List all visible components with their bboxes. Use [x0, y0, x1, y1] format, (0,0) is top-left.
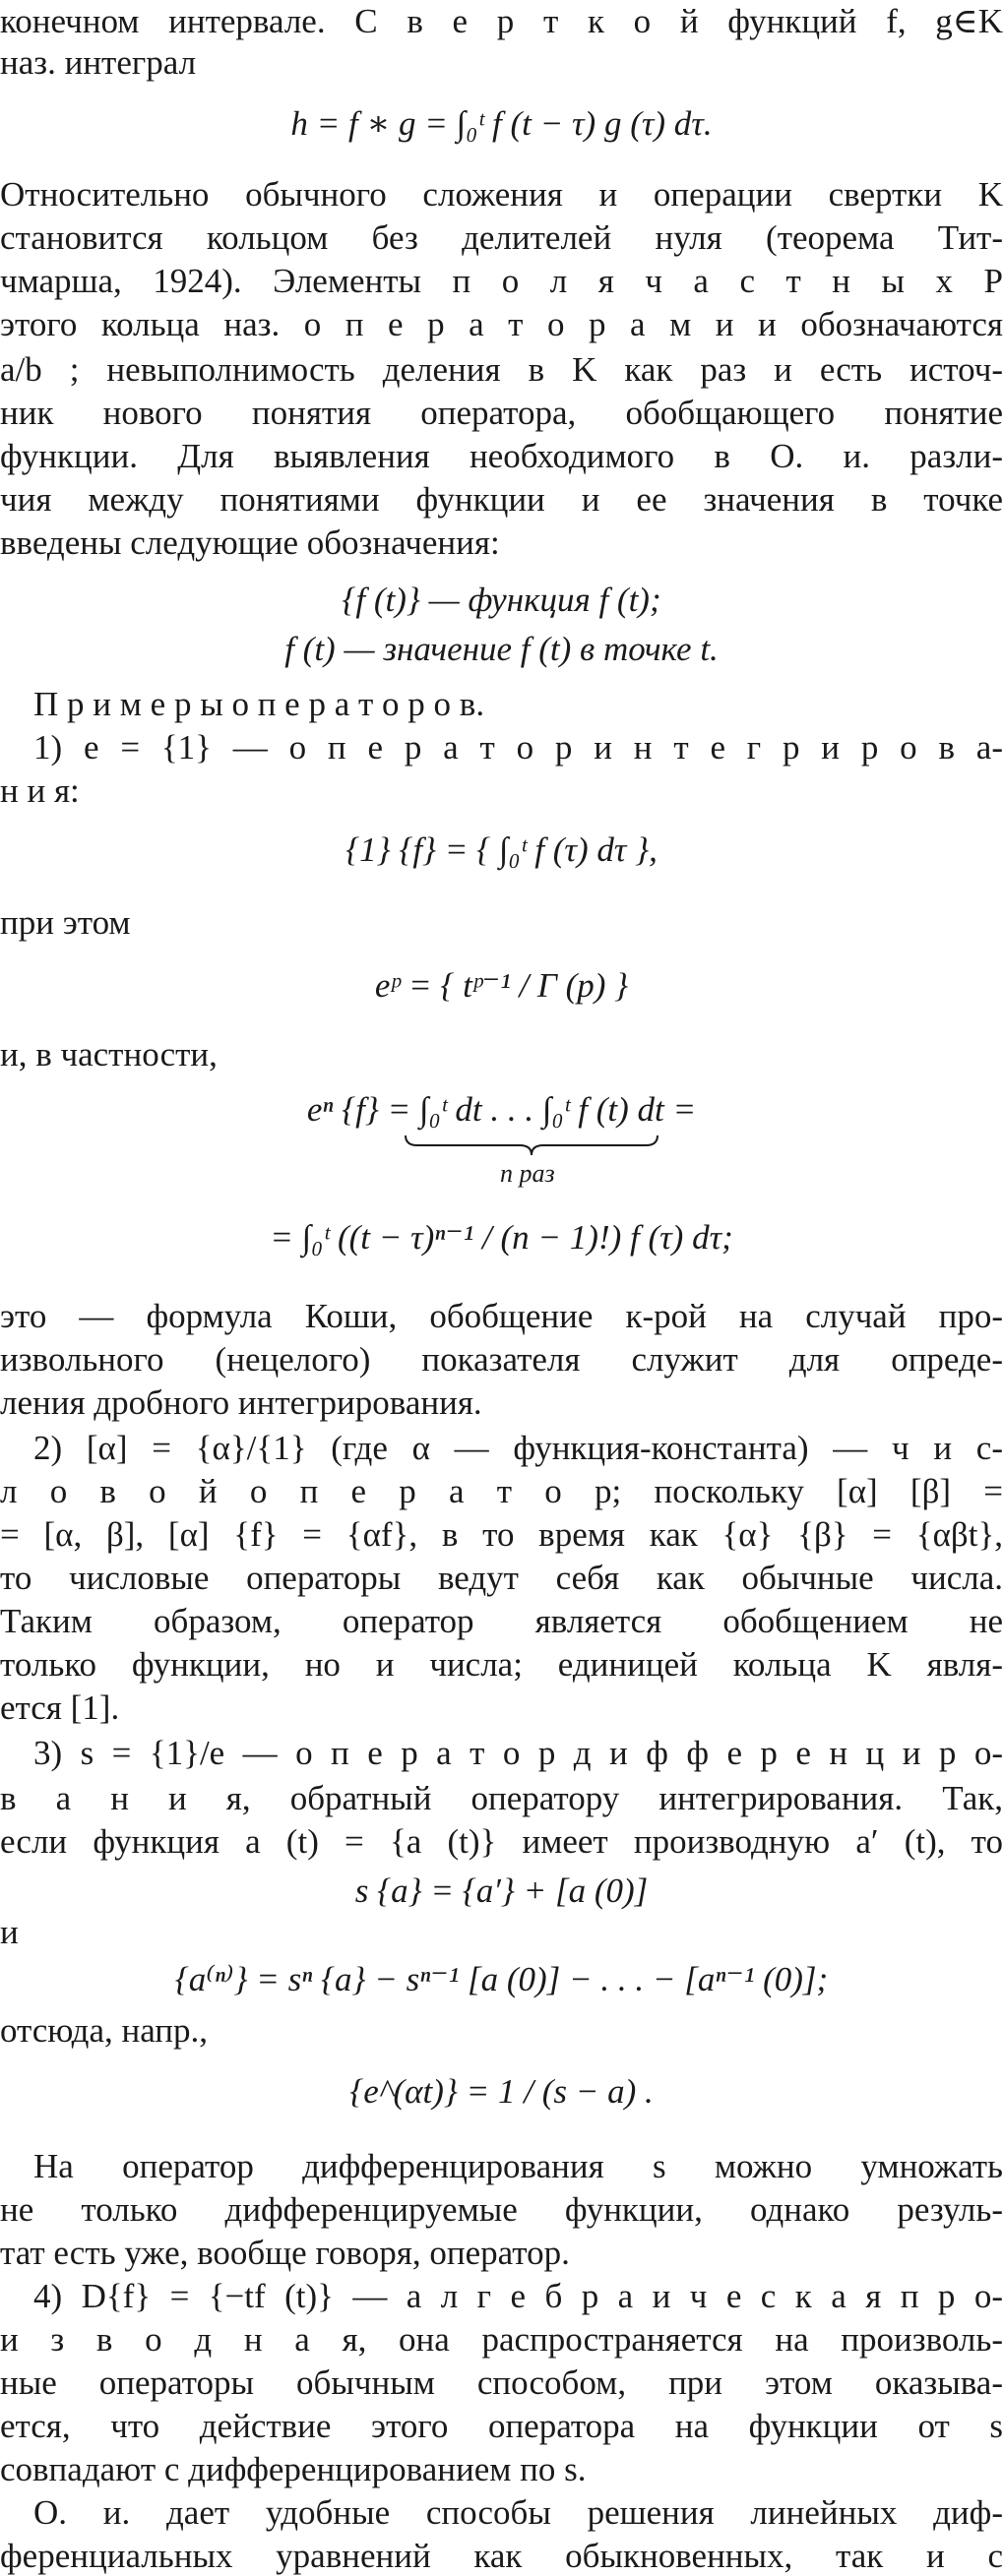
text-line: если функция a (t) = {a (t)} имеет производную a′ (t), то [0, 1822, 1003, 1861]
text-line: и з в о д н а я, она распространяется на произволь- [0, 2320, 1003, 2359]
text-line: извольного (нецелого) показателя служит для опреде- [0, 1340, 1003, 1379]
text-line: это — формула Коши, обобщение к-рой на случай про- [0, 1297, 1003, 1335]
text-line: при этом [0, 903, 131, 942]
text-line: На оператор дифференцирования s можно умножать [33, 2147, 1003, 2185]
formula-line: {e^(αt)} = 1 / (s − a) . [349, 2072, 654, 2111]
formula-line: {1} {f} = { ∫₀ᵗ f (τ) dτ }, [345, 830, 658, 869]
text-line: этого кольца наз. о п е р а т о р а м и и обозначаются [0, 305, 1003, 343]
text-line: П р и м е р ы о п е р а т о р о в. [33, 685, 485, 723]
formula-line: eⁿ {f} = ∫₀ᵗ dt . . . ∫₀ᵗ f (t) dt = [306, 1090, 697, 1129]
text-line: и, в частности, [0, 1035, 218, 1073]
text-line: 4) D{f} = {−tf (t)} — а л г е б р а и ч е с к а я п р о- [33, 2277, 1003, 2315]
formula-line: {a⁽ⁿ⁾} = sⁿ {a} − sⁿ⁻¹ [a (0)] − . . . − [aⁿ⁻¹ (0)]; [174, 1960, 829, 1998]
formula-line: eᵖ = { tᵖ⁻¹ / Γ (p) } [374, 966, 629, 1005]
text-line: 3) s = {1}/e — о п е р а т о р д и ф ф е р е н ц и р о- [33, 1734, 1003, 1772]
text-line: тат есть уже, вообще говоря, оператор. [0, 2234, 570, 2272]
text-line: О. и. дает удобные способы решения линейных диф- [33, 2493, 1003, 2532]
text-line: введены следующие обозначения: [0, 523, 500, 562]
text-line: н и я: [0, 771, 80, 810]
text-line: и [0, 1913, 19, 1951]
text-line: отсюда, напр., [0, 2011, 209, 2050]
text-line: ления дробного интегрирования. [0, 1383, 482, 1422]
text-line: чия между понятиями функции и ее значения в точке [0, 480, 1003, 519]
text-line: ется, что действие этого оператора на функции от s [0, 2407, 1003, 2445]
underbrace-label: n раз [500, 1159, 555, 1188]
text-line: совпадают с дифференцированием по s. [0, 2450, 587, 2488]
text-line: 1) e = {1} — о п е р а т о р и н т е г р и р о в а- [33, 728, 1003, 767]
text-line: ференциальных уравнений как обыкновенных, так и с [0, 2537, 1003, 2575]
text-line: ные операторы обычным способом, при этом оказыва- [0, 2363, 1003, 2402]
formula-line: f (t) — значение f (t) в точке t. [284, 630, 719, 668]
text-line: не только дифференцируемые функции, однако резуль- [0, 2190, 1003, 2229]
text-line: становится кольцом без делителей нуля (теорема Тит- [0, 218, 1003, 257]
text-line: a/b ; невыполнимость деления в K как раз и есть источ- [0, 350, 1003, 389]
underbrace-icon [404, 1134, 659, 1157]
text-line: 2) [α] = {α}/{1} (где α — функция-константа) — ч и с- [33, 1429, 1003, 1467]
text-line: конечном интервале. С в е р т к о й функций f, g∈K [0, 2, 1003, 40]
text-line: в а н и я, обратный оператору интегрирования. Так, [0, 1779, 1003, 1817]
text-line: л о в о й о п е р а т о р; поскольку [α] [β] = [0, 1472, 1003, 1510]
formula-line: s {a} = {a′} + [a (0)] [354, 1871, 649, 1910]
text-line: ник нового понятия оператора, обобщающего понятие [0, 394, 1003, 432]
text-line: функции. Для выявления необходимого в О. и. разли- [0, 437, 1003, 475]
formula-line: h = f ∗ g = ∫₀ᵗ f (t − τ) g (τ) dτ. [290, 104, 713, 143]
text-line: чмарша, 1924). Элементы п о л я ч а с т н ы х P [0, 262, 1003, 300]
text-line: ется [1]. [0, 1688, 120, 1727]
text-line: наз. интеграл [0, 43, 197, 82]
formula-line: = ∫₀ᵗ ((t − τ)ⁿ⁻¹ / (n − 1)!) f (τ) dτ; [270, 1218, 733, 1257]
text-line: = [α, β], [α] {f} = {αf}, в то время как {α} {β} = {αβt}, [0, 1515, 1003, 1554]
text-line: Относительно обычного сложения и операции свертки K [0, 175, 1003, 214]
text-line: Таким образом, оператор является обобщением не [0, 1602, 1003, 1640]
text-line: то числовые операторы ведут себя как обычные числа. [0, 1559, 1003, 1597]
formula-line: {f (t)} — функция f (t); [342, 581, 661, 619]
text-line: только функции, но и числа; единицей кольца K явля- [0, 1645, 1003, 1684]
